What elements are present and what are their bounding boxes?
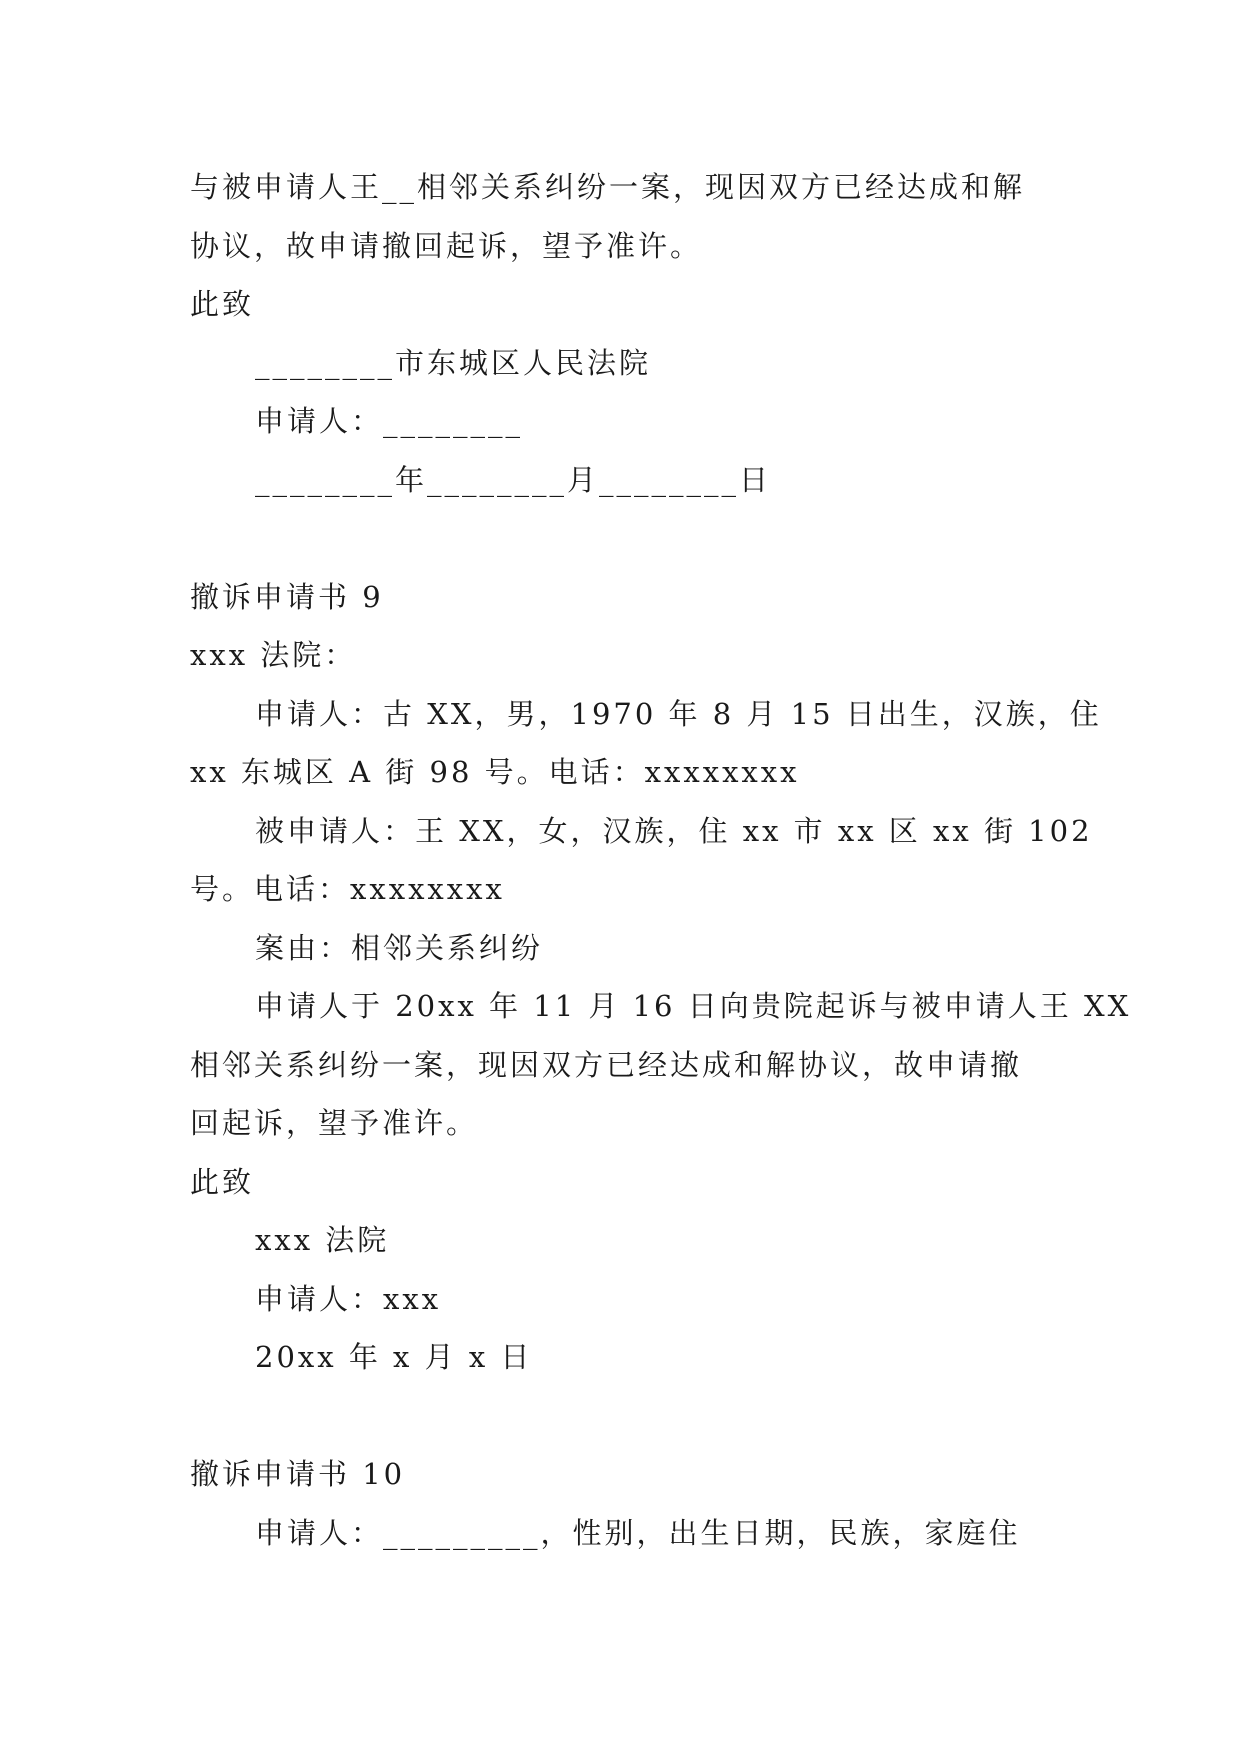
case-cause: 案由：相邻关系纠纷 — [255, 930, 544, 965]
section-title: 撤诉申请书 10 — [190, 1457, 406, 1491]
section-gap — [190, 509, 1060, 568]
court-name: ________市东城区人民法院 — [255, 345, 652, 380]
court-name: xxx 法院 — [255, 1223, 390, 1257]
respondent-info-line: 号。电话：xxxxxxxx — [190, 872, 505, 906]
applicant-signature: 申请人：xxx — [255, 1281, 442, 1316]
applicant-info-line: 申请人：古 XX，男，1970 年 8 月 15 日出生，汉族，住 — [255, 696, 1102, 731]
addressee: xxx 法院： — [190, 638, 357, 672]
salutation: 此致 — [190, 287, 255, 321]
document-page — [190, 158, 1132, 1562]
body-text-line: 与被申请人王__相邻关系纠纷一案，现因双方已经达成和解 — [190, 170, 1026, 204]
date-line: 20xx 年 x 月 x 日 — [255, 1340, 533, 1374]
body-text-line: 协议，故申请撤回起诉，望予准许。 — [190, 228, 703, 263]
salutation: 此致 — [190, 1164, 255, 1199]
section-gap — [190, 1387, 1060, 1446]
applicant-info-line: 申请人：_________，性别，出生日期，民族，家庭住 — [255, 1515, 1021, 1550]
respondent-info-line: 被申请人：王 XX，女，汉族，住 xx 市 xx 区 xx 街 102 — [255, 813, 1093, 848]
body-text-line: 相邻关系纠纷一案，现因双方已经达成和解协议，故申请撤 — [190, 1047, 1023, 1082]
applicant-signature: 申请人：________ — [255, 404, 524, 438]
body-text-line: 申请人于 20xx 年 11 月 16 日向贵院起诉与被申请人王 XX — [255, 989, 1132, 1023]
body-text-line: 回起诉，望予准许。 — [190, 1106, 479, 1140]
section-title: 撤诉申请书 9 — [190, 579, 384, 614]
applicant-info-line: xx 东城区 A 街 98 号。电话：xxxxxxxx — [190, 755, 800, 789]
date-line: ________年________月________日 — [255, 462, 772, 497]
